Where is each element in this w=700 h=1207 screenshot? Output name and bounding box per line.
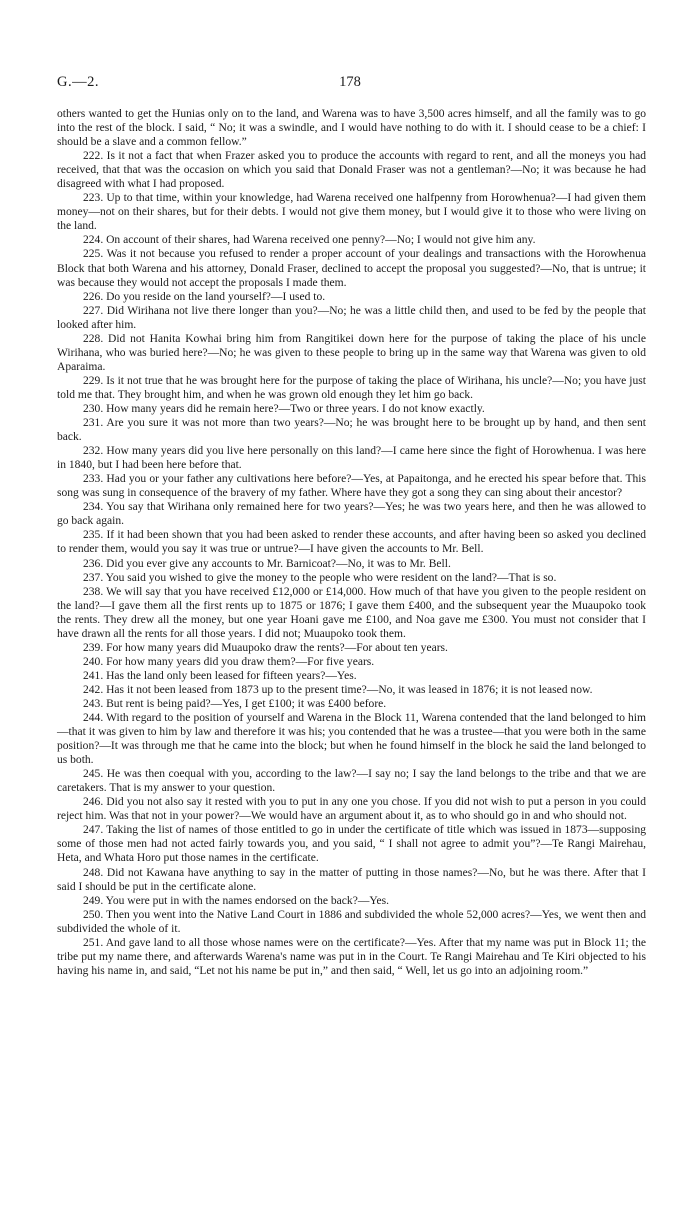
question-232: 232. How many years did you live here personally on this land?—I came here since the fight of Horowhenua. I was here in 1840, but I had been here before that. (57, 445, 646, 472)
question-249: 249. You were put in with the names endorsed on the back?—Yes. (83, 894, 390, 907)
question-222: 222. Is it not a fact that when Frazer asked you to produce the accounts with regard to rent, and all the moneys you had received, that that was the occasion on which you said that Donald Fraser was not a gentleman?—No; it was because he had disagreed with what I had proposed. (57, 150, 646, 191)
question-248: 248. Did not Kawana have anything to say in the matter of putting in those names?—No, but he was there. After that I said I should be put in the certificate alone. (57, 866, 646, 893)
question-230: 230. How many years did he remain here?—Two or three years. I do not know exactly. (83, 402, 485, 415)
document-reference: G.—2. (57, 74, 99, 90)
question-227: 227. Did Wirihana not live there longer than you?—No; he was a little child then, and used to be fed by the people that looked after him. (57, 304, 646, 331)
paragraph-continuation: others wanted to get the Hunias only on to the land, and Warena was to have 3,500 acres himself, and all the family was to go into the rest of the block. I said, “ No; it was a swindle, and I would have nothing to do with it. I should cease to be a chief: I should be a slave and a common fellow.” (57, 108, 646, 149)
question-231: 231. Are you sure it was not more than two years?—No; he was brought here to be brought up by hand, and then sent back. (57, 417, 646, 444)
question-238: 238. We will say that you have received £12,000 or £14,000. How much of that have you given to the people resident on the land?—I gave them all the first rents up to 1875 or 1876; I gave them £400, and the subsequent year the Muaupoko took the rents. They drew all the money, but one year Hoani gave me £100, and Noa gave me £300. You must not consider that I have drawn all the rents for all those years. I did not; Muaupoko took them. (57, 585, 646, 640)
question-233: 233. Had you or your father any cultivations here before?—Yes, at Papaitonga, and he erected his spear before that. This song was sung in consequence of the bravery of my father. Where have they got a song they can sing about their ancestor? (57, 473, 646, 500)
question-225: 225. Was it not because you refused to render a proper account of your dealings and transactions with the Horowhenua Block that both Warena and his attorney, Donald Fraser, declined to accept the proposal you suggested?—No, that is untrue; it was because they would not accept the proposals I made them. (57, 248, 646, 289)
question-223: 223. Up to that time, within your knowledge, had Warena received one halfpenny from Horowhenua?—I had given them money—not on their shares, but for their debts. I would not give them money, but I would give it to those who were living on the land. (57, 192, 646, 233)
question-245: 245. He was then coequal with you, according to the law?—I say no; I say the land belongs to the tribe and that we are caretakers. That is my answer to your question. (57, 768, 646, 795)
question-226: 226. Do you reside on the land yourself?—I used to. (83, 290, 326, 303)
page-number: 178 (339, 74, 361, 90)
question-243: 243. But rent is being paid?—Yes, I get £100; it was £400 before. (83, 697, 387, 710)
question-247: 247. Taking the list of names of those entitled to go in under the certificate of title which was issued in 1873—supposing some of those men had not acted fairly towards you, and you said, “ I shall not agree to admit you”?—Te Rangi Mairehau, Heta, and Whata Horo put those names in the certificate. (57, 824, 646, 865)
question-242: 242. Has it not been leased from 1873 up to the present time?—No, it was leased in 1876; it is not leased now. (83, 683, 593, 696)
page-header (57, 74, 643, 94)
question-235: 235. If it had been shown that you had been asked to render these accounts, and after having been so asked you declined to render them, would you say it was true or untrue?—I have given the accounts to Mr. Bell. (57, 529, 646, 556)
question-244: 244. With regard to the position of yourself and Warena in the Block 11, Warena contended that the land belonged to him—that it was given to him by law and therefore it was his; you contended that he was a trustee—that you were both in the same position?—It was through me that he came into the block; but when he found himself in the block he said the land belonged to us both. (57, 712, 646, 767)
question-234: 234. You say that Wirihana only remained here for two years?—Yes; he was two years here, and then he was allowed to go back again. (57, 501, 646, 528)
question-237: 237. You said you wished to give the money to the people who were resident on the land?—That is so. (83, 571, 557, 584)
question-239: 239. For how many years did Muaupoko draw the rents?—For about ten years. (83, 641, 448, 654)
question-236: 236. Did you ever give any accounts to Mr. Barnicoat?—No, it was to Mr. Bell. (83, 557, 451, 570)
question-250: 250. Then you went into the Native Land Court in 1886 and subdivided the whole 52,000 acres?—Yes, we went then and subdivided the whole of it. (57, 908, 646, 935)
question-228: 228. Did not Hanita Kowhai bring him from Rangitikei down here for the purpose of taking the place of his uncle Wirihana, who was buried here?—No; he was given to these people to bring up in the same way that Warena was given to old Aparaima. (57, 332, 646, 373)
question-241: 241. Has the land only been leased for fifteen years?—Yes. (83, 669, 357, 682)
question-224: 224. On account of their shares, had Warena received one penny?—No; I would not give him any. (83, 234, 536, 247)
testimony-text (57, 107, 646, 978)
question-251: 251. And gave land to all those whose names were on the certificate?—Yes. After that my name was put in Block 11; the tribe put my name there, and afterwards Warena's name was put in in the Court. Te Rangi Mairehau and Te Kiri objected to his having his name in, and said, “Let not his name be put in,” and then said, “ Well, let us go into an adjoining room.” (57, 936, 646, 977)
question-240: 240. For how many years did you draw them?—For five years. (83, 655, 375, 668)
question-246: 246. Did you not also say it rested with you to put in any one you chose. If you did not wish to put a person in you could reject him. Was that not in your power?—We would have an argument about it, as to who should go in and who should not. (57, 796, 646, 823)
question-229: 229. Is it not true that he was brought here for the purpose of taking the place of Wirihana, his uncle?—No; you have just told me that. They brought him, and when he was grown old enough they let him go back. (57, 374, 646, 401)
